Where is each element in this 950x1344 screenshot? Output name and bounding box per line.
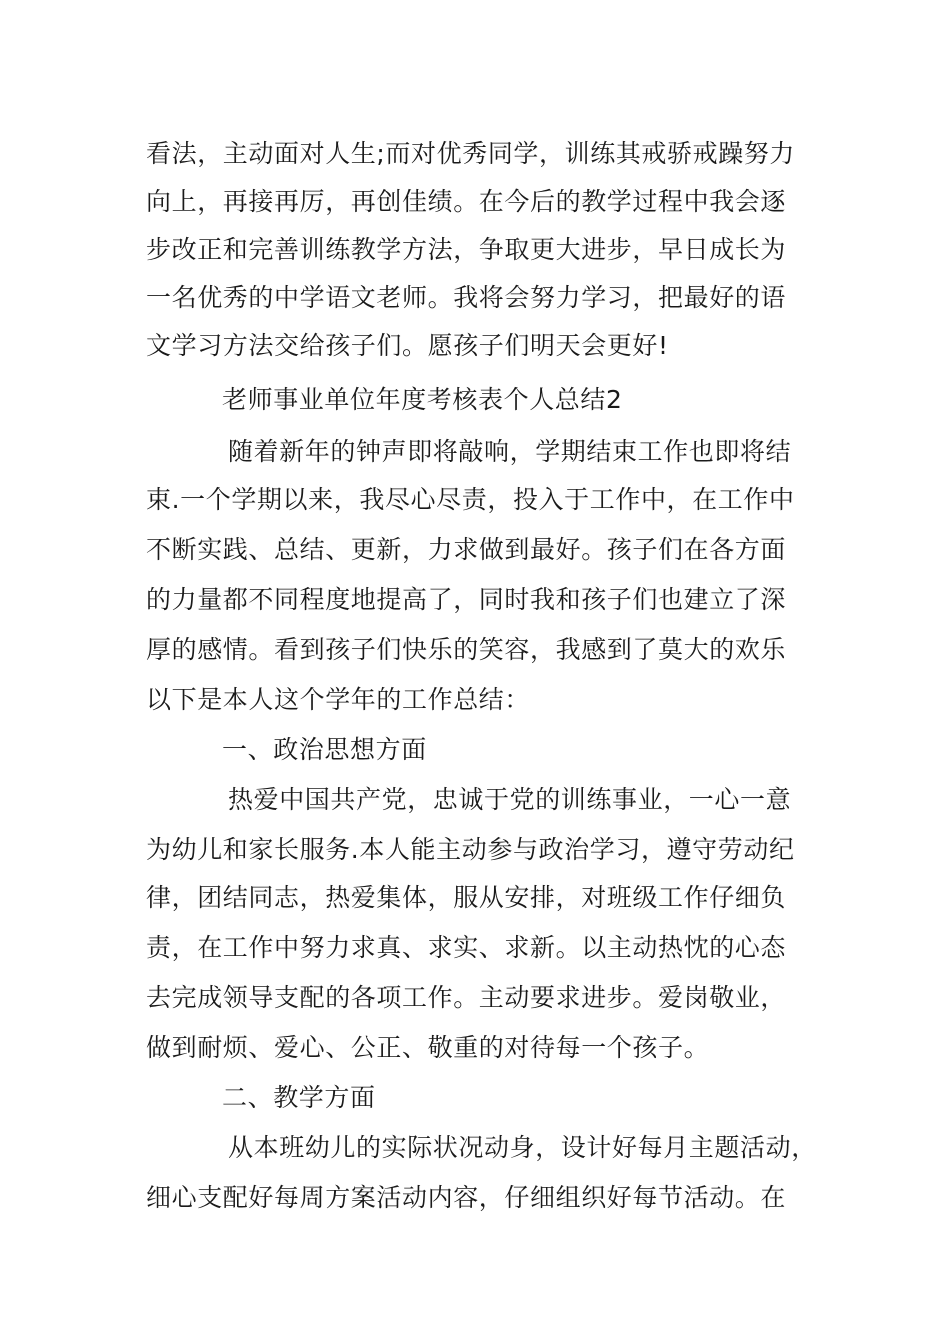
subsection-heading: 一、政治思想方面: [222, 735, 427, 764]
paragraph-line: 去完成领导支配的各项工作。主动要求进步。爱岗敬业，: [146, 983, 787, 1012]
paragraph-line: 看法，主动面对人生;而对优秀同学，训练其戒骄戒躁努力: [146, 139, 796, 168]
paragraph-line: 细心支配好每周方案活动内容，仔细组织好每节活动。在: [146, 1183, 787, 1212]
paragraph-line: 从本班幼儿的实际状况动身，设计好每月主题活动，: [228, 1133, 817, 1162]
paragraph-line: 一名优秀的中学语文老师。我将会努力学习，把最好的语: [146, 283, 787, 312]
paragraph-line: 做到耐烦、爱心、公正、敬重的对待每一个孩子。: [146, 1033, 710, 1062]
paragraph-line: 步改正和完善训练教学方法，争取更大进步，早日成长为: [146, 235, 787, 264]
paragraph-line: 责，在工作中努力求真、求实、求新。以主动热忱的心态: [146, 933, 787, 962]
paragraph-line: 文学习方法交给孩子们。愿孩子们明天会更好!: [146, 331, 669, 360]
paragraph-line: 厚的感情。看到孩子们快乐的笑容，我感到了莫大的欢乐: [146, 635, 787, 664]
section-title: 老师事业单位年度考核表个人总结2: [222, 385, 623, 414]
paragraph-line: 不断实践、总结、更新，力求做到最好。孩子们在各方面: [146, 535, 787, 564]
paragraph-line: 束.一个学期以来，我尽心尽责，投入于工作中，在工作中: [146, 485, 795, 514]
paragraph-line: 为幼儿和家长服务.本人能主动参与政治学习，遵守劳动纪: [146, 835, 795, 864]
paragraph-line: 随着新年的钟声即将敲响，学期结束工作也即将结: [228, 437, 792, 466]
paragraph-line: 的力量都不同程度地提高了，同时我和孩子们也建立了深: [146, 585, 787, 614]
paragraph-line: 律，团结同志，热爱集体，服从安排，对班级工作仔细负: [146, 883, 787, 912]
subsection-heading: 二、教学方面: [222, 1083, 376, 1112]
paragraph-line: 向上，再接再厉，再创佳绩。在今后的教学过程中我会逐: [146, 187, 787, 216]
paragraph-line: 热爱中国共产党，忠诚于党的训练事业，一心一意: [228, 785, 792, 814]
paragraph-line: 以下是本人这个学年的工作总结：: [146, 685, 531, 714]
